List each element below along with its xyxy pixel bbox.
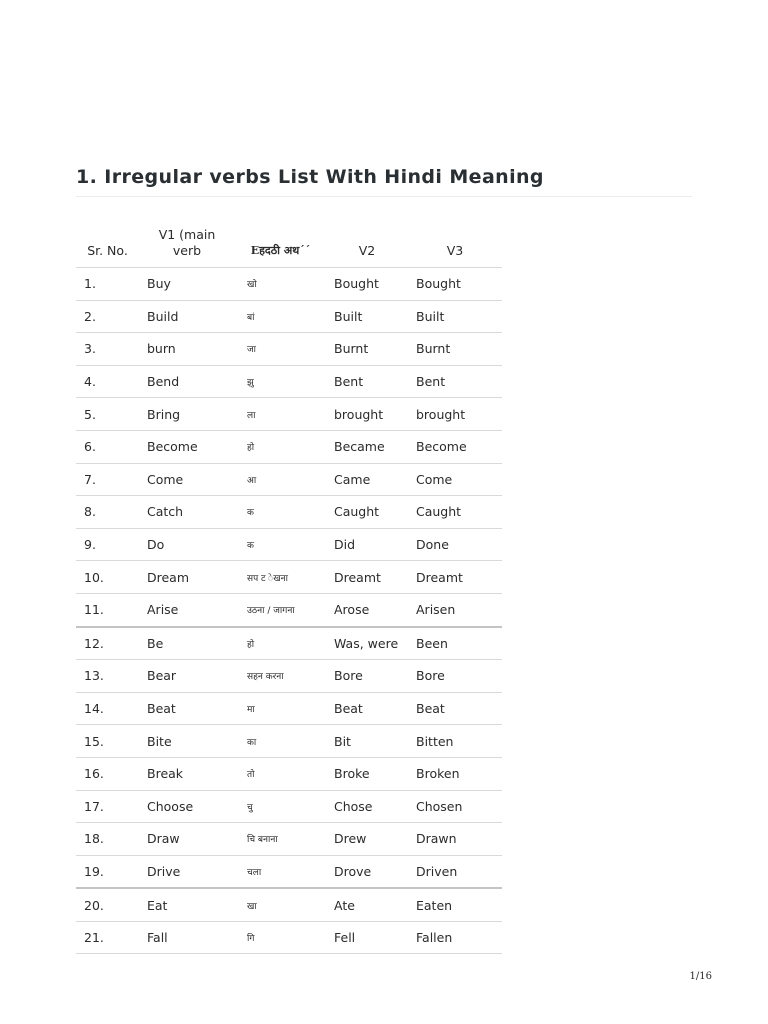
- cell-v2: Bit: [326, 725, 408, 758]
- cell-sr: 2.: [76, 300, 139, 333]
- cell-v2: Beat: [326, 692, 408, 725]
- table-header-row: [76, 212, 502, 268]
- cell-v2: Bought: [326, 268, 408, 301]
- cell-v2: Dreamt: [326, 561, 408, 594]
- cell-v3: Bent: [408, 365, 502, 398]
- cell-sr: 15.: [76, 725, 139, 758]
- cell-v1: Draw: [139, 823, 235, 856]
- cell-hindi: तो: [235, 757, 326, 790]
- cell-sr: 3.: [76, 333, 139, 366]
- cell-v1: Become: [139, 430, 235, 463]
- table-row: [76, 365, 502, 398]
- cell-v3: Driven: [408, 855, 502, 888]
- cell-v3: Drawn: [408, 823, 502, 856]
- table-row: [76, 528, 502, 561]
- cell-v2: Did: [326, 528, 408, 561]
- cell-v1: burn: [139, 333, 235, 366]
- cell-hindi: जा: [235, 333, 326, 366]
- cell-v1: Arise: [139, 593, 235, 626]
- cell-v1: Build: [139, 300, 235, 333]
- cell-sr: 5.: [76, 398, 139, 431]
- cell-v3: Chosen: [408, 790, 502, 823]
- cell-v1: Bite: [139, 725, 235, 758]
- cell-sr: 1.: [76, 268, 139, 301]
- cell-v2: Drew: [326, 823, 408, 856]
- cell-v3: Dreamt: [408, 561, 502, 594]
- cell-v1: Bring: [139, 398, 235, 431]
- cell-v1: Bear: [139, 660, 235, 693]
- table-row: [76, 333, 502, 366]
- cell-v1: Come: [139, 463, 235, 496]
- cell-v2: Bent: [326, 365, 408, 398]
- cell-v2: Drove: [326, 855, 408, 888]
- cell-v1: Catch: [139, 496, 235, 529]
- cell-v1: Break: [139, 757, 235, 790]
- page-number: 1/16: [689, 971, 712, 982]
- cell-v2: Broke: [326, 757, 408, 790]
- cell-v1: Eat: [139, 888, 235, 921]
- cell-v2: Ate: [326, 888, 408, 921]
- table-row: [76, 463, 502, 496]
- table-row: [76, 430, 502, 463]
- table-row: [76, 757, 502, 790]
- cell-v2: Was, were: [326, 627, 408, 660]
- table-row: [76, 398, 502, 431]
- irregular-verbs-table: [76, 212, 502, 954]
- table-row: [76, 692, 502, 725]
- cell-v3: Built: [408, 300, 502, 333]
- table-row: [76, 725, 502, 758]
- cell-v2: brought: [326, 398, 408, 431]
- cell-v3: Broken: [408, 757, 502, 790]
- cell-hindi: बां: [235, 300, 326, 333]
- cell-sr: 20.: [76, 888, 139, 921]
- cell-sr: 19.: [76, 855, 139, 888]
- cell-sr: 17.: [76, 790, 139, 823]
- table-row: [76, 888, 502, 921]
- cell-v2: Built: [326, 300, 408, 333]
- cell-hindi: हो: [235, 430, 326, 463]
- cell-v3: Fallen: [408, 921, 502, 954]
- header-v1: V1 (main verb: [139, 212, 235, 268]
- cell-hindi: खो: [235, 268, 326, 301]
- cell-v3: Bought: [408, 268, 502, 301]
- cell-hindi: झु: [235, 365, 326, 398]
- cell-v2: Became: [326, 430, 408, 463]
- table-row: [76, 496, 502, 529]
- cell-hindi: चु: [235, 790, 326, 823]
- cell-v3: Bore: [408, 660, 502, 693]
- cell-v2: Chose: [326, 790, 408, 823]
- cell-v1: Do: [139, 528, 235, 561]
- cell-sr: 12.: [76, 627, 139, 660]
- cell-v3: Bitten: [408, 725, 502, 758]
- cell-sr: 21.: [76, 921, 139, 954]
- cell-hindi: सहन करना: [235, 660, 326, 693]
- cell-sr: 13.: [76, 660, 139, 693]
- cell-v2: Burnt: [326, 333, 408, 366]
- cell-hindi: चि बनाना: [235, 823, 326, 856]
- table-row: [76, 593, 502, 626]
- cell-v3: Beat: [408, 692, 502, 725]
- cell-sr: 7.: [76, 463, 139, 496]
- header-sr-no: Sr. No.: [76, 212, 139, 268]
- cell-hindi: गि: [235, 921, 326, 954]
- cell-hindi: क: [235, 496, 326, 529]
- cell-sr: 14.: [76, 692, 139, 725]
- cell-v3: Caught: [408, 496, 502, 529]
- cell-v1: Drive: [139, 855, 235, 888]
- table-row: [76, 627, 502, 660]
- cell-sr: 16.: [76, 757, 139, 790]
- cell-v3: Eaten: [408, 888, 502, 921]
- page-title: 1. Irregular verbs List With Hindi Meaning: [76, 166, 544, 188]
- cell-sr: 6.: [76, 430, 139, 463]
- table-row: [76, 855, 502, 888]
- cell-v3: brought: [408, 398, 502, 431]
- cell-hindi: खा: [235, 888, 326, 921]
- cell-v2: Came: [326, 463, 408, 496]
- header-v3: V3: [408, 212, 502, 268]
- cell-v2: Arose: [326, 593, 408, 626]
- cell-hindi: सप ट ेखना: [235, 561, 326, 594]
- cell-sr: 8.: [76, 496, 139, 529]
- cell-v1: Choose: [139, 790, 235, 823]
- cell-hindi: ला: [235, 398, 326, 431]
- cell-v2: Bore: [326, 660, 408, 693]
- cell-hindi: क: [235, 528, 326, 561]
- cell-hindi: उठना / जागना: [235, 593, 326, 626]
- title-divider: [76, 196, 692, 197]
- cell-v3: Done: [408, 528, 502, 561]
- cell-v2: Caught: [326, 496, 408, 529]
- table-row: [76, 268, 502, 301]
- table-row: [76, 561, 502, 594]
- table-row: [76, 660, 502, 693]
- table-row: [76, 300, 502, 333]
- cell-v3: Become: [408, 430, 502, 463]
- table-row: [76, 921, 502, 954]
- cell-sr: 18.: [76, 823, 139, 856]
- cell-v3: Come: [408, 463, 502, 496]
- table-row: [76, 823, 502, 856]
- cell-v1: Be: [139, 627, 235, 660]
- cell-v3: Arisen: [408, 593, 502, 626]
- cell-sr: 11.: [76, 593, 139, 626]
- cell-v3: Burnt: [408, 333, 502, 366]
- cell-v2: Fell: [326, 921, 408, 954]
- cell-hindi: मा: [235, 692, 326, 725]
- header-v2: V2: [326, 212, 408, 268]
- header-hindi-meaning: Eहदठी अथ´´: [235, 212, 326, 268]
- cell-v1: Fall: [139, 921, 235, 954]
- cell-sr: 4.: [76, 365, 139, 398]
- cell-v1: Bend: [139, 365, 235, 398]
- cell-hindi: आ: [235, 463, 326, 496]
- cell-v1: Dream: [139, 561, 235, 594]
- cell-hindi: का: [235, 725, 326, 758]
- cell-sr: 9.: [76, 528, 139, 561]
- cell-v1: Beat: [139, 692, 235, 725]
- cell-v1: Buy: [139, 268, 235, 301]
- cell-hindi: हो: [235, 627, 326, 660]
- table-row: [76, 790, 502, 823]
- cell-hindi: चला: [235, 855, 326, 888]
- cell-v3: Been: [408, 627, 502, 660]
- cell-sr: 10.: [76, 561, 139, 594]
